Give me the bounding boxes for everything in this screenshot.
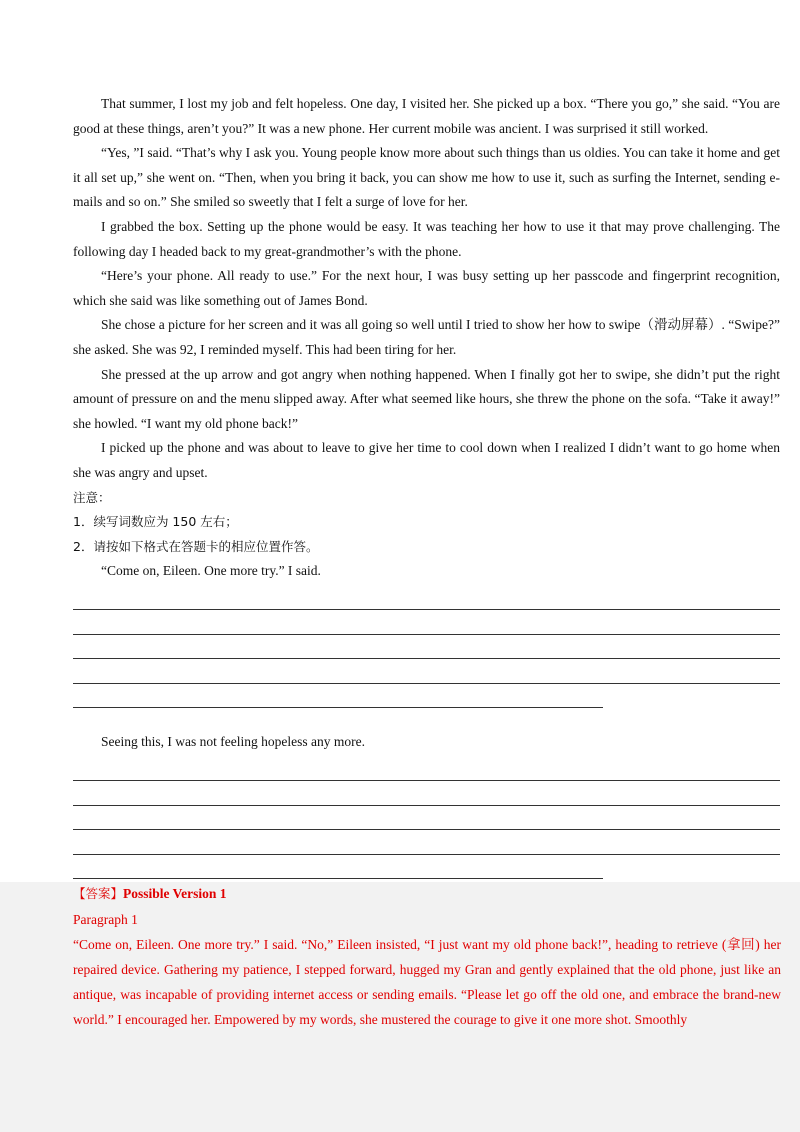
writing-lines-2 [73, 757, 780, 880]
passage-paragraph-7: I picked up the phone and was about to leave to give her time to cool down when I realized I didn’t want to go home when she was angry and upset. [73, 440, 780, 480]
passage-paragraph-5: She chose a picture for her screen and it was all going so well until I tried to show her how to swipe（滑动屏幕）. “Swipe?” she asked. She was 92, I reminded myself. This had been tiring for her. [73, 317, 780, 357]
answer-heading [73, 882, 781, 907]
writing-line[interactable] [73, 806, 780, 831]
writing-line[interactable] [73, 659, 780, 684]
writing-line[interactable] [73, 586, 780, 611]
answer-section [0, 882, 800, 1132]
notes-item-1: 1．续写词数应为 150 左右； [73, 514, 238, 530]
writing-line[interactable] [73, 684, 603, 709]
passage-paragraph-6: She pressed at the up arrow and got angry when nothing happened. When I finally got her to swipe, she didn’t put the right amount of pressure on and the menu slipped away. After what seemed like hours, she threw the phone on the sofa. “Take it away!” she howled. “I want my old phone back!” [73, 366, 780, 431]
document-page [73, 92, 780, 879]
answer-version: Possible Version 1 [123, 886, 227, 901]
passage-paragraph-1: That summer, I lost my job and felt hopeless. One day, I visited her. She picked up a box. “There you go,” she said. “You are good at these things, aren’t you?” It was a new phone. Her current mobile was ancient. I was surprised it still worked. [73, 96, 780, 136]
passage-paragraph-2: “Yes, ”I said. “That’s why I ask you. Young people know more about such things than us oldies. You can take it home and get it all set up,” she went on. “Then, when you bring it back, you can show me how to use it, such as surfing the Internet, sending e-mails and so on.” She smiled so sweetly that I felt a surge of love for her. [73, 145, 780, 210]
answer-text: “Come on, Eileen. One more try.” I said. “No,” Eileen insisted, “I just want my old phone back!”, heading to retrieve (拿回) her repaired device. Gathering my patience, I stepped forward, hugged my Gran and gently explained that the old phone, just like an antique, was incapable of providing internet access or sending emails. “Please let go off the old one, and embrace the brand-new world.” I encouraged her. Empowered by my words, she mustered the courage to give it one more shot. Smoothly [73, 936, 781, 1027]
answer-paragraph-label: Paragraph 1 [73, 911, 138, 927]
writing-line[interactable] [73, 757, 780, 782]
notes-item-2: 2．请按如下格式在答题卡的相应位置作答。 [73, 538, 319, 554]
paragraph2-starter: Seeing this, I was not feeling hopeless any more. [101, 734, 365, 750]
writing-lines-1 [73, 586, 780, 709]
writing-line[interactable] [73, 781, 780, 806]
writing-line[interactable] [73, 830, 780, 855]
writing-line[interactable] [73, 855, 603, 880]
passage-paragraph-4: “Here’s your phone. All ready to use.” For the next hour, I was busy setting up her passcode and fingerprint recognition, which she said was like something out of James Bond. [73, 268, 780, 308]
passage-paragraph-3: I grabbed the box. Setting up the phone would be easy. It was teaching her how to use it that may prove challenging. The following day I headed back to my great-grandmother’s with the phone. [73, 218, 780, 259]
notes-title: 注意： [73, 489, 111, 505]
writing-line[interactable] [73, 635, 780, 660]
answer-label: 【答案】 [73, 886, 124, 901]
writing-line[interactable] [73, 610, 780, 635]
paragraph1-starter: “Come on, Eileen. One more try.” I said. [101, 563, 321, 579]
